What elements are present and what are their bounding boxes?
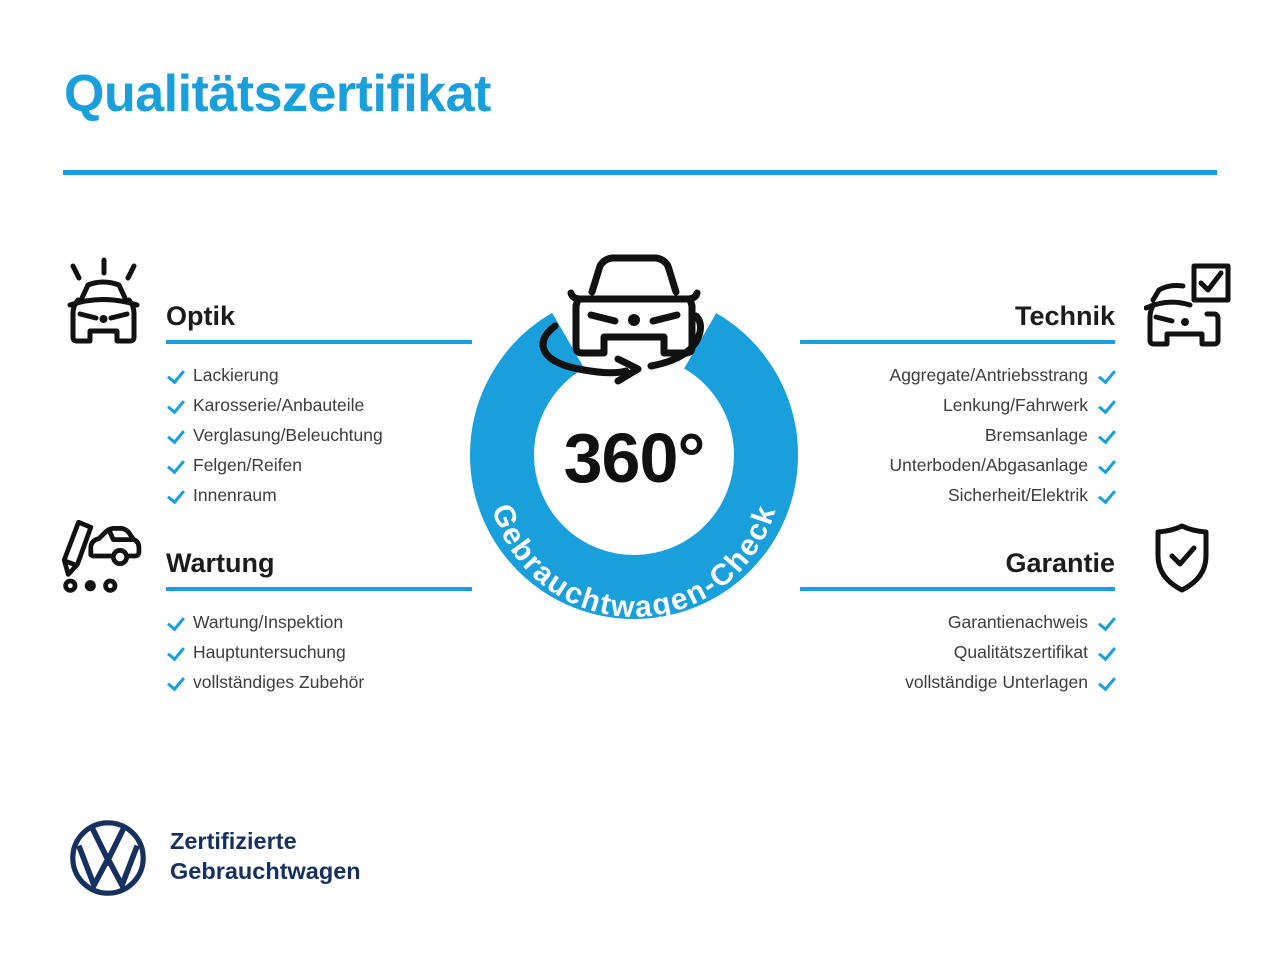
check-icon [166, 486, 184, 505]
check-icon [1097, 366, 1115, 385]
checklist-item-label: Karosserie/Anbauteile [193, 394, 365, 415]
check-icon [166, 643, 184, 662]
brand-line-2: Gebrauchtwagen [170, 858, 361, 884]
checklist-item-label: Lackierung [193, 364, 279, 385]
checklist-item [800, 667, 1115, 697]
page-title: Qualitätszertifikat [64, 65, 491, 123]
brand-text [170, 826, 361, 886]
section-title-garantie: Garantie [1005, 548, 1115, 578]
checklist-item [166, 450, 383, 480]
section-divider-wartung [166, 587, 472, 591]
wartung-checklist [166, 607, 364, 697]
checklist-item [800, 480, 1115, 510]
checklist-item [166, 607, 364, 637]
service-record-icon [56, 518, 142, 594]
checklist-item [166, 360, 383, 390]
check-icon [166, 426, 184, 445]
checklist-item [166, 637, 364, 667]
check-icon [166, 673, 184, 692]
garantie-checklist [800, 607, 1115, 697]
checklist-item-label: Sicherheit/Elektrik [947, 484, 1088, 505]
checklist-item [800, 420, 1115, 450]
car-shine-icon [60, 256, 146, 348]
checklist-item-label: Bremsanlage [984, 424, 1088, 445]
check-icon [1097, 456, 1115, 475]
checklist-item [800, 450, 1115, 480]
360-check-badge [454, 240, 814, 640]
check-icon [1097, 396, 1115, 415]
check-icon [1097, 673, 1115, 692]
checklist-item-label: Wartung/Inspektion [193, 611, 344, 632]
section-title-optik: Optik [166, 301, 236, 331]
check-icon [166, 366, 184, 385]
checklist-item [800, 607, 1115, 637]
check-icon [1097, 426, 1115, 445]
checklist-item-label: Qualitätszertifikat [953, 641, 1088, 662]
optik-checklist [166, 360, 383, 510]
checklist-item [166, 667, 364, 697]
technik-checklist [800, 360, 1115, 510]
checklist-item-label: Felgen/Reifen [193, 454, 302, 475]
shield-check-icon [1150, 522, 1214, 594]
vw-logo [68, 818, 148, 898]
checklist-item [166, 420, 383, 450]
checklist-item-label: Aggregate/Antriebsstrang [889, 364, 1088, 385]
badge-degrees: 360° [563, 419, 705, 497]
car-360-rotation-icon [543, 258, 701, 381]
check-icon [166, 456, 184, 475]
checklist-item [166, 390, 383, 420]
section-divider-technik [800, 340, 1115, 344]
checklist-item-label: vollständige Unterlagen [905, 671, 1088, 692]
checklist-item-label: vollständiges Zubehör [193, 671, 365, 692]
check-icon [166, 396, 184, 415]
checklist-item [166, 480, 383, 510]
section-title-wartung: Wartung [166, 548, 275, 578]
header-divider [63, 170, 1217, 175]
checklist-item-label: Innenraum [193, 484, 277, 505]
check-icon [166, 613, 184, 632]
checklist-item [800, 390, 1115, 420]
checklist-item-label: Garantienachweis [947, 611, 1088, 632]
check-icon [1097, 643, 1115, 662]
checklist-item-label: Hauptuntersuchung [193, 641, 346, 662]
brand-line-1: Zertifizierte [170, 828, 297, 854]
checklist-item-label: Unterboden/Abgasanlage [889, 454, 1088, 475]
section-divider-garantie [800, 587, 1115, 591]
car-checkbox-icon [1144, 262, 1232, 354]
section-title-technik: Technik [1014, 301, 1115, 331]
check-icon [1097, 613, 1115, 632]
checklist-item [800, 637, 1115, 667]
section-divider-optik [166, 340, 472, 344]
badge-ring-label: Gebrauchtwagen-Check [485, 499, 783, 625]
check-icon [1097, 486, 1115, 505]
checklist-item-label: Verglasung/Beleuchtung [193, 424, 383, 445]
checklist-item [800, 360, 1115, 390]
checklist-item-label: Lenkung/Fahrwerk [943, 394, 1088, 415]
